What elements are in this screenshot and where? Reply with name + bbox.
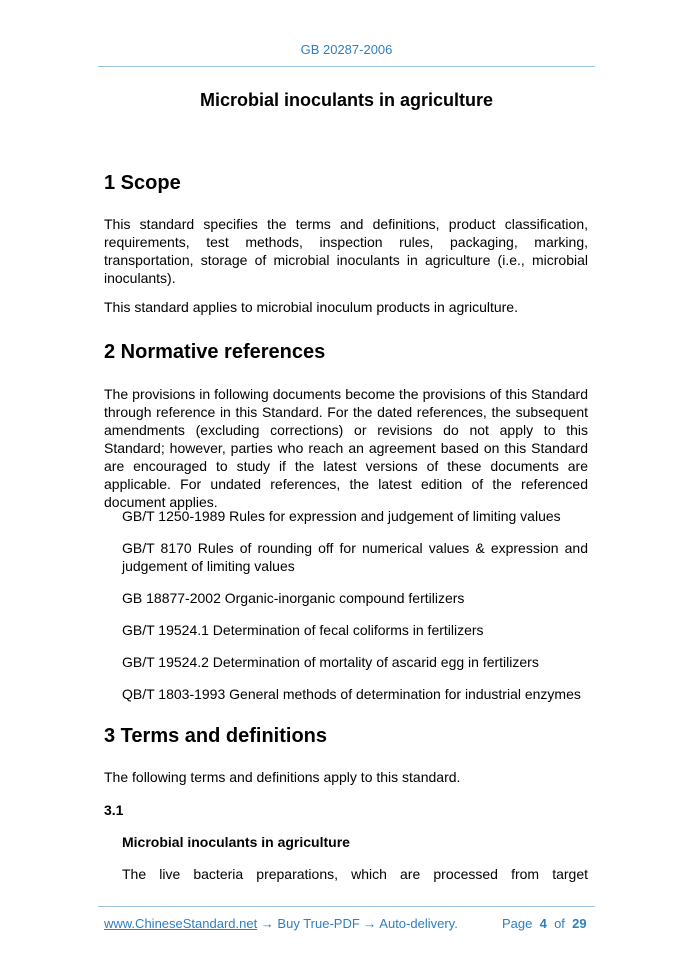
document-title: Microbial inoculants in agriculture bbox=[199, 90, 494, 110]
document-code-header: GB 20287-2006 bbox=[300, 42, 393, 57]
footer-divider bbox=[98, 906, 595, 907]
scope-paragraph-1: This standard specifies the terms and definitions, product classification, requirements, test methods, inspection rules, packaging, marking, transportation, storage of microbial inoculants in agriculture (i.e., microbial inoculants). bbox=[104, 216, 588, 286]
page-indicator bbox=[502, 916, 587, 931]
section-heading-scope: 1 Scope bbox=[104, 172, 181, 194]
footer-tagline: → Buy True-PDF → Auto-delivery. bbox=[257, 916, 458, 931]
page-of-label: of bbox=[554, 916, 565, 931]
reference-item: GB 18877-2002 Organic-inorganic compound fertilizers bbox=[122, 590, 465, 606]
reference-item: GB/T 1250-1989 Rules for expression and judgement of limiting values bbox=[122, 508, 561, 524]
section-heading-terms-definitions: 3 Terms and definitions bbox=[104, 725, 327, 747]
chinesestandard-link[interactable]: www.ChineseStandard.net bbox=[104, 916, 258, 931]
reference-item: QB/T 1803-1993 General methods of determination for industrial enzymes bbox=[122, 686, 581, 702]
scope-body bbox=[104, 215, 588, 316]
clause-number: 3.1 bbox=[104, 802, 124, 818]
header-divider bbox=[98, 66, 595, 67]
normative-paragraph: The provisions in following documents become the provisions of this Standard through reference in this Standard. For the dated references, the subsequent amendments (excluding corrections) or revisions do not apply to this Standard; however, parties who reach an agreement based on this Standard are encouraged to study if the latest versions of these documents are applicable. For undated references, the latest edition of the referenced document applies. bbox=[104, 386, 588, 510]
page-label: Page bbox=[502, 916, 533, 931]
page-total: 29 bbox=[572, 916, 587, 931]
scope-paragraph-2: This standard applies to microbial inoculum products in agriculture. bbox=[104, 299, 518, 315]
term-definition: The live bacteria preparations, which are processed from target bbox=[122, 866, 588, 882]
page-current: 4 bbox=[539, 916, 547, 931]
section-heading-normative-references: 2 Normative references bbox=[104, 341, 326, 363]
reference-item: GB/T 19524.2 Determination of mortality of ascarid egg in fertilizers bbox=[122, 654, 539, 670]
footer-promo bbox=[104, 916, 458, 931]
terms-intro: The following terms and definitions apply to this standard. bbox=[104, 769, 461, 785]
normative-intro bbox=[104, 385, 588, 511]
reference-item: GB/T 19524.1 Determination of fecal coliforms in fertilizers bbox=[122, 622, 484, 638]
reference-item: GB/T 8170 Rules of rounding off for numerical values & expression and judgement of limiting values bbox=[122, 540, 588, 574]
term-title: Microbial inoculants in agriculture bbox=[122, 834, 350, 850]
